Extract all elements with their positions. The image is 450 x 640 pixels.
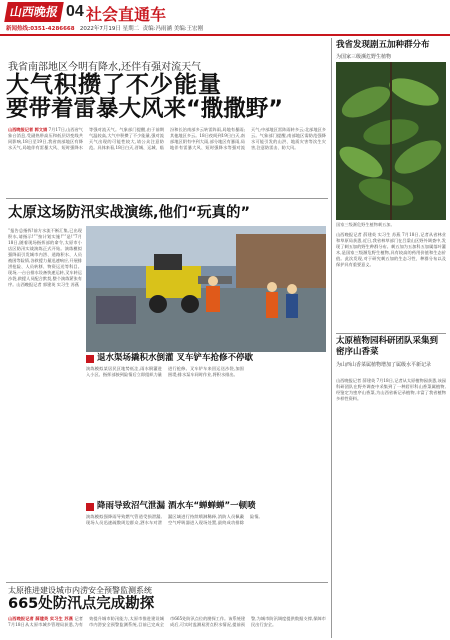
- divider: [6, 582, 328, 583]
- hotline-number: 0351-4286668: [30, 26, 75, 32]
- section-title: 社会直通车: [86, 5, 167, 24]
- flood-body-text: 记者7月18日从太原市城乡管理局获悉,为有效提升城市防汛能力,太原市推进建设城市内涝安全预警监测系统,目前已完成全市665处防汛点位的勘探工作。该系统建成后,可实时监测易涝点积水情况,提前预警,为城市防汛调度提供数据支撑,保障市民出行安全。: [8, 616, 326, 627]
- editor-credit: 责编:冯雨涵 美编:王宏刚: [142, 26, 204, 32]
- bullet-icon: [86, 355, 94, 363]
- plant-caption: 国家三级濒危野生植物刺五加。: [336, 222, 395, 227]
- flood-kicker: 太原推进建设城市内涝安全预警监测系统: [8, 586, 152, 595]
- bullet-icon: [86, 503, 94, 511]
- drainage-body: 演练模拟某居民区地势低洼,雨水倒灌进入小区。指挥部接到险情后立即组织力量进行抢修。叉车铲车来回运送沙袋,加固围堤;排水泵车同时作业,将积水排出。: [86, 366, 244, 377]
- lead-headline-1: 大气积攒了不少能量: [6, 72, 222, 98]
- gas-leak-headline: 降雨导致沼气泄漏 酒水车“蝉蝉蝉”一顿喷: [97, 501, 256, 511]
- flood-byline: 山西晚报记者 薛建英 实习生 苏燕: [8, 616, 74, 621]
- lead-kicker: 我省南部地区今明有降水,还伴有强对流天气: [8, 62, 202, 73]
- lead-body-block: [8, 127, 326, 191]
- lead-body-text: 7月17日,山西省气象台消息,受副热带高压和低层切变线共同影响,18日至19日,我省南部地区有降水天气,局地伴有雷暴大风、短时强降水等强对流天气。气象部门提醒,由于前期气温较高,大气中积攒了不少能量,强对流天气出现的可能性较大,请公众注意防范。具体来看,18日白天,晋城、运城、临汾和长治南部多云转雷阵雨,局地有暴雨;其他地区多云。18日夜间到19日白天,南部地区阴有中到大雨,部分地区有暴雨,局地伴有雷暴大风、短时强降水等强对流天气;中部地区雷阵雨转多云;北部地区多云。气象部门提醒,南部地区需防范强降水可能引发的山洪、地质灾害等次生灾害,注意防雷击、防大风。: [8, 127, 326, 150]
- flood-headline: 665处防汛点完成勘探: [8, 596, 155, 612]
- divider: [336, 333, 446, 334]
- masthead-meta: [6, 24, 203, 32]
- plant-image: [336, 62, 446, 220]
- column-divider: [331, 38, 332, 638]
- drill-photo: [86, 226, 326, 352]
- hotline-label: 新闻热线:: [6, 26, 31, 32]
- lead-headline-2: 要带着雷暴大风来“撒撒野”: [6, 96, 284, 122]
- page-number: 04: [66, 3, 84, 20]
- drill-headline: 太原这场防汛实战演练,他们“玩真的”: [8, 205, 251, 221]
- flood-body: [8, 616, 326, 640]
- lead-body: [8, 127, 326, 191]
- lead-byline: 山西晚报记者 郭文娟: [8, 127, 48, 132]
- botanic-headline: 太原植物园科研团队采集到密序山香菜: [336, 336, 439, 357]
- issue-date: 2022年7月19日 星期二: [79, 26, 140, 32]
- botanic-subhead: 为山西山香菜属植物增加了属级水平新记录: [336, 362, 432, 368]
- plant-subhead: 为国家三级濒危野生植物: [336, 54, 392, 60]
- drill-body: “报告总指挥!前方水流不断汇集,已出现积水,请指示!”“按计划实施!”“是!”7月18日,随着现场指挥部的命令,太原市小店区防汛实战演练正式开始。演练模拟强降雨引发城市内涝、道路积水、人员被困等险情,各救援力量迅速响应,开展排涝抢险、人员转移、物资运送等科目。现场,一台台排水设备快速运转,叉车转运沙袋,救援人员配合默契,整个演练紧张有序。山西晚报记者 郭建英 实习生 苏燕: [8, 228, 82, 287]
- divider: [6, 198, 328, 199]
- newspaper-logo: 山西晚报: [4, 2, 64, 22]
- drainage-headline: 退水渠场撬积水倒灌 叉车铲车抢修不停歇: [97, 353, 253, 363]
- plant-body: 山西晚报记者 薛建英 实习生 苏燕 7月18日,记者从省林业和草原局获悉,近日,我省林草部门在吕梁山区野外调查中,发现了刺五加的野生种群分布。刺五加为五加科五加属落叶灌木,是国家三级濒危野生植物,具有较高的药用价值和生态价值。此次发现,对于研究刺五加的生态习性、种群分布以及保护具有重要意义。: [336, 232, 446, 267]
- masthead: [0, 0, 450, 36]
- plant-photo: [336, 62, 446, 220]
- drill-scene-image: [86, 226, 326, 352]
- botanic-body: 山西晚报记者 薛建英 7月18日,记者从太原植物园获悉,该园科研团队在野外调查中采集到了一种唇形科山香菜属植物,经鉴定为密序山香菜,为山西省新记录植物,丰富了我省植物多样性资料。: [336, 378, 446, 401]
- gas-leak-body: 演练模拟强降雨导致燃气管道受损泄漏,现场人员迅速疏散周边群众,洒水车对泄漏区域进行持续喷淋稀释,消防人员佩戴空气呼吸器进入现场处置,最终成功排除险情。: [86, 514, 263, 525]
- plant-headline: 我省发现剧五加种群分布: [336, 40, 430, 50]
